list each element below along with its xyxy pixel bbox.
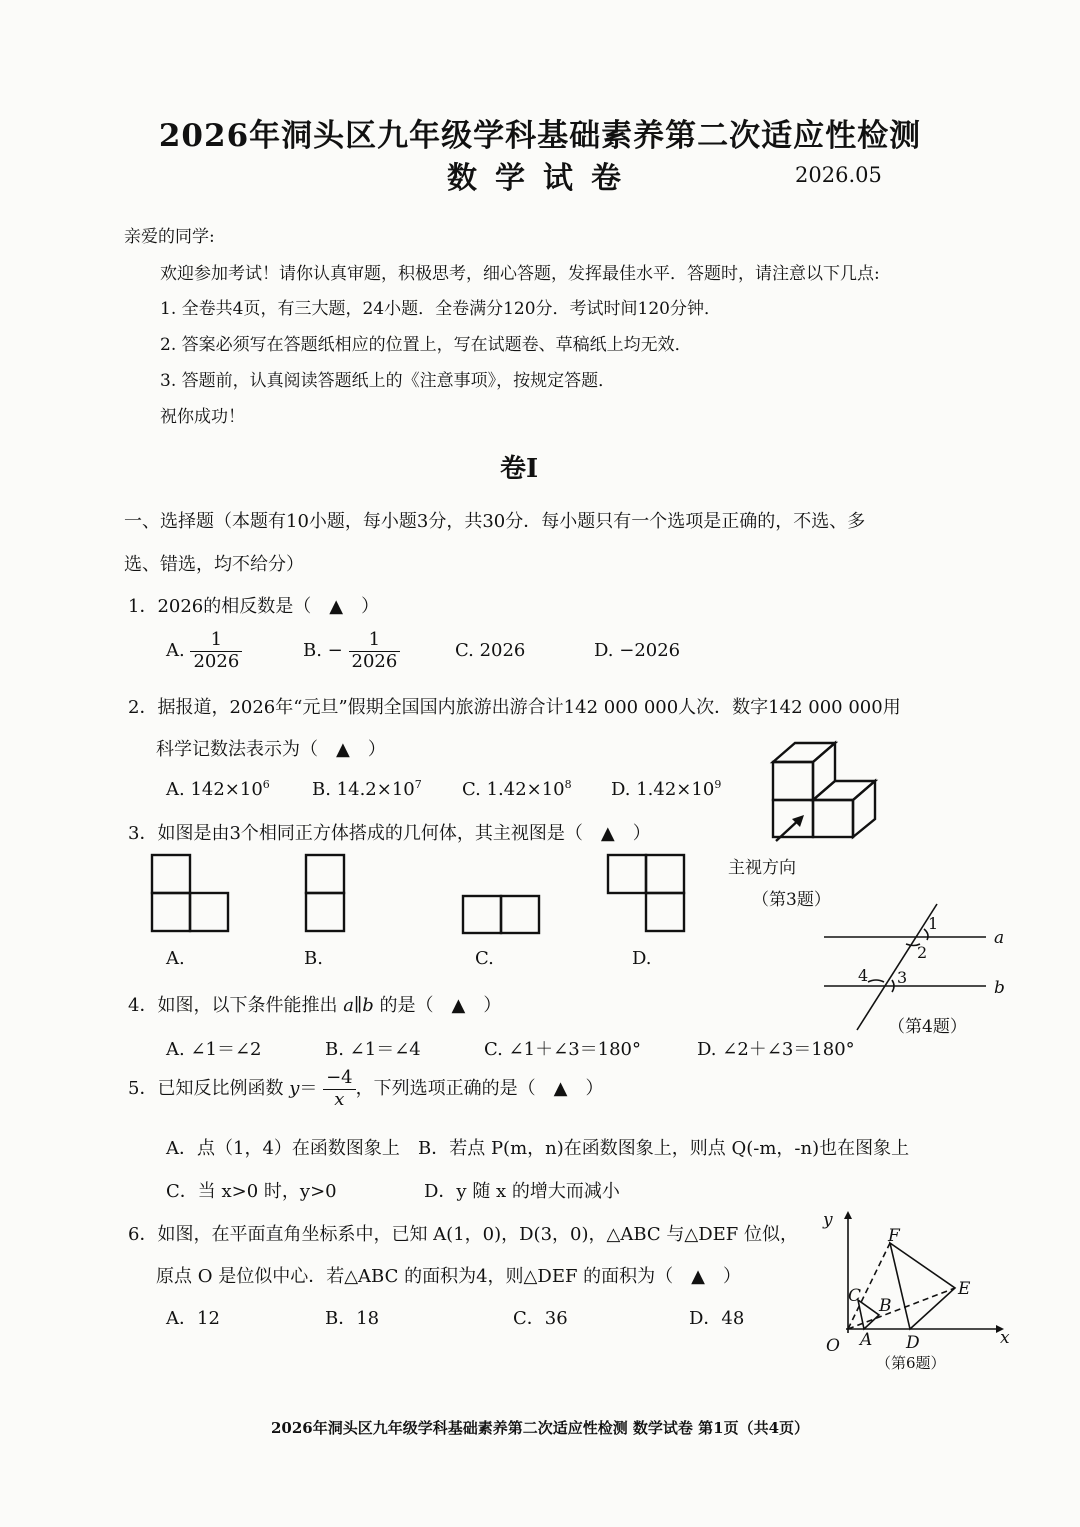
q6-label-c: C: [848, 1286, 862, 1306]
note-1: 1. 全卷共4页，有三大题，24小题．全卷满分120分．考试时间120分钟．: [160, 299, 721, 319]
q5-function-fraction: [323, 1068, 356, 1110]
q4-label-3: 3: [897, 968, 908, 987]
q3-option-b: B.: [304, 948, 323, 969]
q4-stem-pre: 4．如图，以下条件能推出: [128, 995, 344, 1016]
q2-a-base: A. 142×10: [166, 779, 263, 800]
q3-top-cube-front: [773, 762, 813, 800]
q3-option-d: D.: [632, 948, 652, 969]
q1-b-denominator: 2026: [351, 650, 398, 672]
q6-label-d: D: [906, 1333, 920, 1353]
q2-stem-line1: 2．据报道，2026年“元旦”假期全国国内旅游出游合计142 000 000人次．数字142 000 000用: [128, 697, 901, 718]
q1-b-fraction: [349, 630, 401, 672]
q5-stem: [128, 1068, 603, 1110]
q4-angle-arc-4: [868, 980, 884, 982]
page-footer: 2026年洞头区九年级学科基础素养第二次适应性检测 数学试卷 第1页（共4页）: [270, 1419, 810, 1437]
q6-option-a: A．12: [166, 1308, 220, 1329]
exam-subtitle: 数学试卷: [447, 161, 639, 196]
q3-view-options: [150, 853, 690, 935]
q6-option-c: C．36: [513, 1308, 568, 1329]
q1-option-d: D. −2026: [594, 640, 681, 661]
q2-option-c: [462, 778, 572, 800]
q2-option-b: [312, 778, 422, 800]
q5-function-denominator: x: [334, 1088, 345, 1110]
q5-option-c: C．当 x>0 时，y>0: [166, 1181, 337, 1202]
q6-option-d: D．48: [689, 1308, 745, 1329]
q4-parallel-symbol: ∥: [353, 995, 363, 1016]
q2-d-base: D. 1.42×10: [611, 779, 715, 800]
q1-stem: 1．2026的相反数是（ ▲ ）: [128, 596, 380, 617]
q5-func-var: y: [289, 1078, 300, 1100]
q2-option-a: [166, 778, 270, 800]
q2-stem-line2: 科学记数法表示为（ ▲ ）: [156, 739, 386, 760]
q6-option-b: B．18: [325, 1308, 380, 1329]
q4-option-a: A. ∠1＝∠2: [166, 1039, 262, 1060]
q1-a-denominator: 2026: [193, 650, 240, 672]
q4-label-4: 4: [858, 966, 869, 985]
q6-label-x: x: [1000, 1328, 1010, 1348]
q6-label-o: O: [826, 1336, 840, 1356]
q5-stem-pre: 5．已知反比例函数: [128, 1078, 290, 1100]
q5-option-b: B．若点 P(m，n)在函数图象上，则点 Q(-m，-n)也在图象上: [418, 1138, 910, 1159]
q1-option-a: [166, 630, 242, 672]
q2-c-base: C. 1.42×10: [462, 779, 565, 800]
q6-label-b: B: [879, 1296, 892, 1316]
q2-b-base: B. 14.2×10: [312, 779, 415, 800]
q3-bottom-right-cube-side: [853, 781, 875, 837]
q4-stem-post: 的是（ ▲ ）: [373, 995, 502, 1016]
q6-caption: （第6题）: [876, 1354, 946, 1372]
closing-text: 祝你成功！: [160, 407, 245, 427]
q3-option-b-shape: [306, 855, 344, 931]
q1-a-label: A.: [166, 640, 185, 662]
q3-bottom-left-cube: [773, 800, 813, 837]
q2-a-exponent: 6: [262, 778, 270, 791]
q6-y-axis-arrow: [844, 1211, 852, 1219]
q3-option-a: A.: [166, 948, 185, 969]
q3-cube-figure: [760, 735, 890, 845]
q4-label-2: 2: [917, 943, 928, 962]
q1-option-b: [303, 630, 400, 672]
q4-var-b: b: [362, 995, 374, 1016]
section-label: 卷Ⅰ: [500, 454, 539, 484]
q6-label-a: A: [860, 1330, 873, 1350]
q3-stem: 3．如图是由3个相同正方体搭成的几何体，其主视图是（ ▲ ）: [128, 823, 651, 844]
q4-label-b: b: [994, 978, 1005, 998]
q1-b-label: B. −: [303, 640, 343, 662]
q4-option-c: C. ∠1＋∠3＝180°: [484, 1039, 641, 1060]
q3-bottom-right-cube-front: [813, 800, 853, 837]
section-heading-line2: 选、错选，均不给分）: [124, 554, 304, 575]
q4-option-d: D. ∠2＋∠3＝180°: [697, 1039, 855, 1060]
welcome-text: 欢迎参加考试！请你认真审题，积极思考，细心答题，发挥最佳水平．答题时，请注意以下几点:: [160, 264, 880, 284]
q5-function-numerator: −4: [323, 1068, 356, 1090]
q3-option-a-shape: [152, 855, 228, 931]
q1-option-c: C. 2026: [455, 640, 526, 661]
q2-c-exponent: 8: [564, 778, 572, 791]
q6-coordinate-figure: [818, 1205, 1018, 1355]
exam-title: 2026年洞头区九年级学科基础素养第二次适应性检测: [158, 118, 922, 154]
greeting: 亲爱的同学:: [124, 227, 215, 247]
q5-option-a: A．点（1，4）在函数图象上: [166, 1138, 400, 1159]
q5-func-eq: ＝: [299, 1078, 318, 1100]
q2-d-exponent: 9: [714, 778, 722, 791]
q4-stem: [128, 991, 501, 1017]
q4-label-a: a: [994, 928, 1005, 948]
q3-option-d-shape: [608, 855, 684, 931]
q6-stem-line2: 原点 O 是位似中心．若△ABC 的面积为4，则△DEF 的面积为（ ▲ ）: [156, 1266, 742, 1287]
q6-triangle-def: [890, 1243, 955, 1329]
q6-label-f: F: [888, 1226, 900, 1246]
note-3: 3. 答题前，认真阅读答题纸上的《注意事项》，按规定答题．: [160, 371, 616, 391]
q1-a-numerator: 1: [190, 630, 242, 652]
q2-option-d: [611, 778, 721, 800]
q6-label-e: E: [958, 1279, 971, 1299]
q5-stem-post: ，下列选项正确的是（ ▲ ）: [355, 1078, 604, 1100]
q6-label-y: y: [823, 1210, 833, 1230]
q5-option-d: D．y 随 x 的增大而减小: [424, 1181, 620, 1202]
q4-var-a: a: [343, 995, 354, 1016]
q4-label-1: 1: [928, 914, 939, 933]
note-2: 2. 答案必须写在答题纸相应的位置上，写在试题卷、草稿纸上均无效．: [160, 335, 692, 355]
section-heading-line1: 一、选择题（本题有10小题，每小题3分，共30分．每小题只有一个选项是正确的，不选、多: [124, 511, 866, 532]
q3-option-c-shape: [463, 896, 539, 933]
q1-b-numerator: 1: [349, 630, 401, 652]
q2-b-exponent: 7: [414, 778, 422, 791]
q1-a-fraction: [190, 630, 242, 672]
q4-option-b: B. ∠1＝∠4: [325, 1039, 421, 1060]
q3-option-c: C.: [475, 948, 494, 969]
q4-caption: （第4题）: [888, 1017, 967, 1037]
q3-caption: （第3题）: [752, 890, 831, 910]
exam-date: 2026.05: [795, 163, 882, 187]
q6-stem-line1: 6．如图，在平面直角坐标系中，已知 A(1，0)，D(3，0)，△ABC 与△DEF 位似，: [128, 1224, 799, 1245]
q3-view-direction: 主视方向: [728, 858, 796, 878]
